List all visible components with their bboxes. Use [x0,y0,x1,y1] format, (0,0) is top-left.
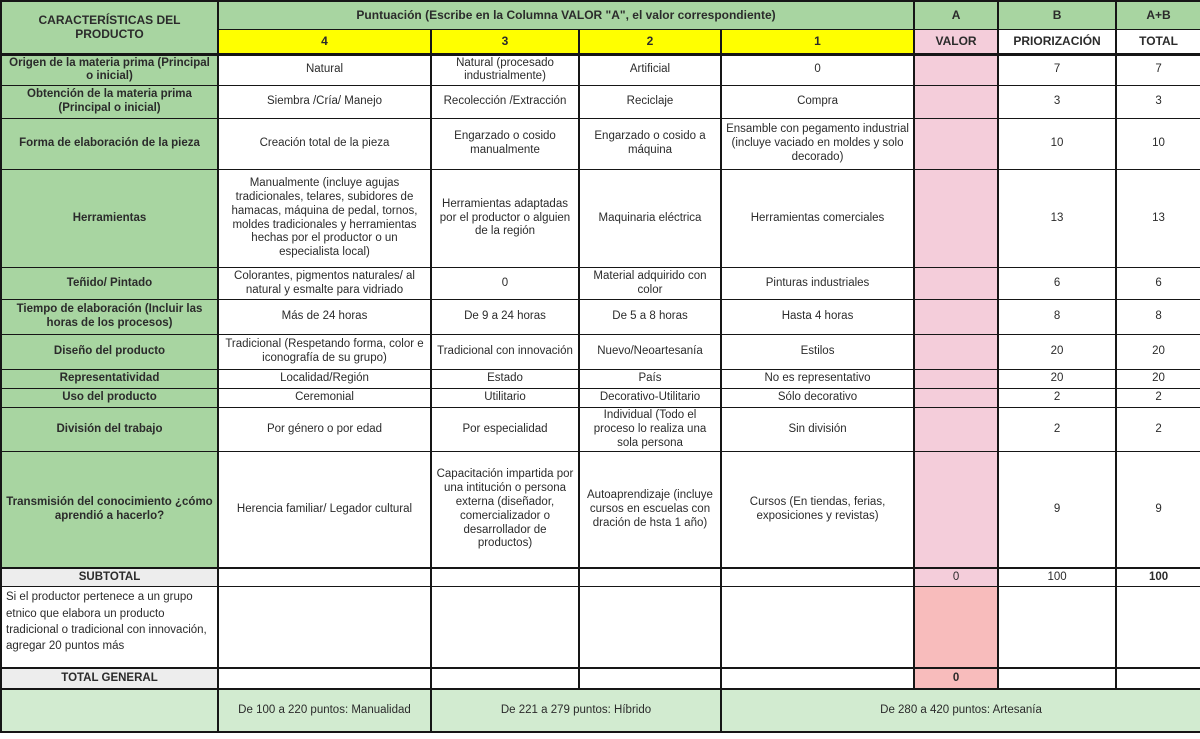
score-cell-1: Ensamble con pegamento industrial (incluye vaciado en moldes y solo decorado) [721,119,914,170]
score-cell-1: Sin división [721,408,914,452]
table-row [1,408,1200,452]
score-cell-3: Herramientas adaptadas por el productor o alguien de la región [431,170,579,268]
priorizacion-cell: 2 [998,408,1116,452]
valor-input-cell[interactable] [914,54,998,86]
score-cell-4: Herencia familiar/ Legador cultural [218,452,431,568]
score-cell-2: País [579,370,721,389]
row-label: Representatividad [1,370,218,389]
priorizacion-cell: 3 [998,86,1116,119]
total-cell: 10 [1116,119,1200,170]
subtotal-row [1,568,1200,587]
total-cell: 7 [1116,54,1200,86]
priorizacion-cell: 2 [998,389,1116,408]
score-cell-3: Tradicional con innovación [431,335,579,370]
total-cell: 20 [1116,370,1200,389]
valor-input-cell[interactable] [914,370,998,389]
score-cell-4: Por género o por edad [218,408,431,452]
priorizacion-header: PRIORIZACIÓN [998,29,1116,54]
column-a-header: A [914,1,998,29]
score-cell-3: Utilitario [431,389,579,408]
score-cell-2: Artificial [579,54,721,86]
score-cell-2: Autoaprendizaje (incluye cursos en escuelas con dración de hsta 1 año) [579,452,721,568]
table-row [1,268,1200,300]
score-header-3: 3 [431,29,579,54]
table-row [1,389,1200,408]
score-cell-1: Estilos [721,335,914,370]
total-cell: 8 [1116,300,1200,335]
score-cell-3: Capacitación impartida por una intitución o persona externa (diseñador, comercializador o desarrollador de productos) [431,452,579,568]
row-label: Tiempo de elaboración (Incluir las horas de los procesos) [1,300,218,335]
score-cell-3: 0 [431,268,579,300]
priorizacion-cell: 20 [998,335,1116,370]
empty-cell [1116,668,1200,689]
priorizacion-cell: 20 [998,370,1116,389]
bottom-margin [0,733,1200,739]
subtotal-total: 100 [1116,568,1200,587]
score-cell-4: Creación total de la pieza [218,119,431,170]
score-cell-3: Engarzado o cosido manualmente [431,119,579,170]
ethnic-bonus-valor-cell[interactable] [914,587,998,668]
score-cell-4: Ceremonial [218,389,431,408]
subtotal-priorizacion: 100 [998,568,1116,587]
score-header-1: 1 [721,29,914,54]
characteristics-header: CARACTERÍSTICAS DEL PRODUCTO [1,1,218,54]
row-label: Teñido/ Pintado [1,268,218,300]
valor-input-cell[interactable] [914,86,998,119]
score-cell-4: Más de 24 horas [218,300,431,335]
table-row [1,86,1200,119]
score-cell-2: Decorativo-Utilitario [579,389,721,408]
valor-input-cell[interactable] [914,119,998,170]
table-row [1,370,1200,389]
table-row [1,54,1200,86]
valor-input-cell[interactable] [914,300,998,335]
row-label: Forma de elaboración de la pieza [1,119,218,170]
empty-cell [579,587,721,668]
empty-cell [218,568,431,587]
total-general-label: TOTAL GENERAL [1,668,218,689]
row-label: Origen de la materia prima (Principal o inicial) [1,54,218,86]
score-cell-4: Colorantes, pigmentos naturales/ al natural y esmalte para vidriado [218,268,431,300]
priorizacion-cell: 10 [998,119,1116,170]
valor-input-cell[interactable] [914,452,998,568]
total-cell: 3 [1116,86,1200,119]
score-legend-row [1,689,1200,732]
legend-artesania: De 280 a 420 puntos: Artesanía [721,689,1200,732]
ethnic-bonus-note: Si el productor pertenece a un grupo etnico que elabora un producto tradicional o tradicional con innovación, agregar 20 puntos más [1,587,218,668]
score-cell-2: Maquinaria eléctrica [579,170,721,268]
row-label: Herramientas [1,170,218,268]
score-cell-4: Tradicional (Respetando forma, color e iconografía de su grupo) [218,335,431,370]
column-b-header: B [998,1,1116,29]
score-cell-2: De 5 a 8 horas [579,300,721,335]
valor-input-cell[interactable] [914,170,998,268]
subtotal-valor: 0 [914,568,998,587]
empty-cell [1,689,218,732]
priorizacion-cell: 9 [998,452,1116,568]
score-header-4: 4 [218,29,431,54]
score-cell-4: Siembra /Cría/ Manejo [218,86,431,119]
valor-input-cell[interactable] [914,335,998,370]
empty-cell [218,668,431,689]
valor-header: VALOR [914,29,998,54]
score-cell-3: Por especialidad [431,408,579,452]
ethnic-bonus-row [1,587,1200,668]
header-row-1 [1,1,1200,29]
empty-cell [431,587,579,668]
valor-input-cell[interactable] [914,268,998,300]
priorizacion-cell: 6 [998,268,1116,300]
empty-cell [998,668,1116,689]
total-general-row [1,668,1200,689]
row-label: División del trabajo [1,408,218,452]
total-general-valor: 0 [914,668,998,689]
legend-hibrido: De 221 a 279 puntos: Híbrido [431,689,721,732]
total-cell: 6 [1116,268,1200,300]
row-label: Uso del producto [1,389,218,408]
row-label: Transmisión del conocimiento ¿cómo aprendió a hacerlo? [1,452,218,568]
legend-manualidad: De 100 a 220 puntos: Manualidad [218,689,431,732]
score-cell-4: Manualmente (incluye agujas tradicionales, telares, subidores de hamacas, máquina de pedal, tornos, moldes tradicionales y herramientas hechas por el productor o un especialista local) [218,170,431,268]
score-cell-3: De 9 a 24 horas [431,300,579,335]
priorizacion-cell: 13 [998,170,1116,268]
table-row [1,170,1200,268]
empty-cell [579,668,721,689]
table-row [1,452,1200,568]
empty-cell [579,568,721,587]
score-cell-4: Localidad/Región [218,370,431,389]
empty-cell [431,568,579,587]
total-cell: 2 [1116,389,1200,408]
total-cell: 9 [1116,452,1200,568]
row-label: Diseño del producto [1,335,218,370]
score-cell-2: Reciclaje [579,86,721,119]
score-cell-3: Natural (procesado industrialmente) [431,54,579,86]
subtotal-label: SUBTOTAL [1,568,218,587]
puntuacion-header: Puntuación (Escribe en la Columna VALOR "A", el valor correspondiente) [218,1,914,29]
empty-cell [431,668,579,689]
score-cell-1: Pinturas industriales [721,268,914,300]
score-cell-1: Compra [721,86,914,119]
empty-cell [721,668,914,689]
score-cell-2: Engarzado o cosido a máquina [579,119,721,170]
score-cell-3: Estado [431,370,579,389]
priorizacion-cell: 7 [998,54,1116,86]
empty-cell [1116,587,1200,668]
empty-cell [998,587,1116,668]
valor-input-cell[interactable] [914,408,998,452]
table-row [1,119,1200,170]
score-cell-1: Sólo decorativo [721,389,914,408]
valor-input-cell[interactable] [914,389,998,408]
empty-cell [721,587,914,668]
score-cell-1: Herramientas comerciales [721,170,914,268]
total-cell: 13 [1116,170,1200,268]
score-cell-1: Cursos (En tiendas, ferias, exposiciones y revistas) [721,452,914,568]
score-cell-3: Recolección /Extracción [431,86,579,119]
score-cell-1: Hasta 4 horas [721,300,914,335]
total-cell: 2 [1116,408,1200,452]
score-cell-2: Material adquirido con color [579,268,721,300]
row-label: Obtención de la materia prima (Principal o inicial) [1,86,218,119]
score-cell-1: 0 [721,54,914,86]
total-header: TOTAL [1116,29,1200,54]
table-row [1,300,1200,335]
table-row [1,335,1200,370]
priorizacion-cell: 8 [998,300,1116,335]
score-cell-1: No es representativo [721,370,914,389]
empty-cell [218,587,431,668]
total-cell: 20 [1116,335,1200,370]
score-cell-2: Individual (Todo el proceso lo realiza una sola persona [579,408,721,452]
empty-cell [721,568,914,587]
score-cell-4: Natural [218,54,431,86]
score-header-2: 2 [579,29,721,54]
score-cell-2: Nuevo/Neoartesanía [579,335,721,370]
column-ab-header: A+B [1116,1,1200,29]
